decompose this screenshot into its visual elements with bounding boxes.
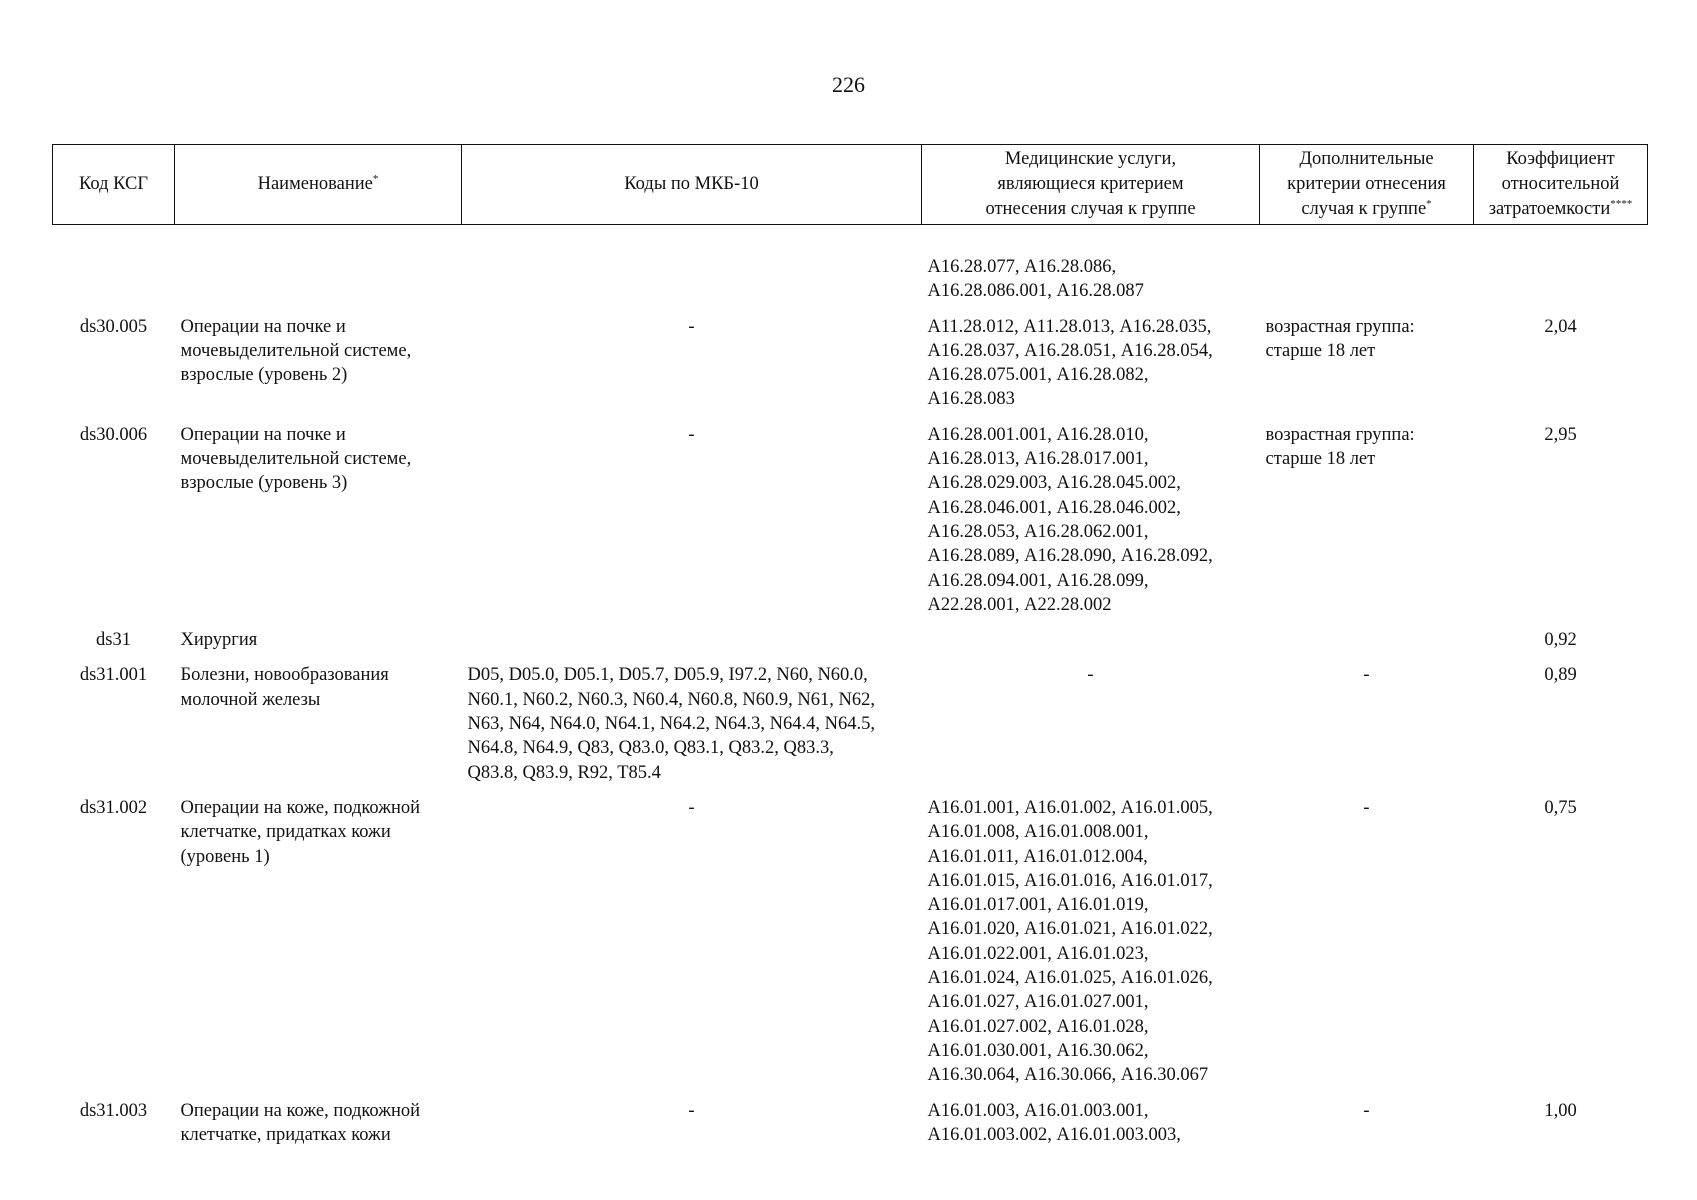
cell-services-line: А16.01.030.001, А16.30.062,: [927, 1040, 1149, 1061]
cell-name-line: молочной железы: [180, 689, 321, 710]
cell-additional: [1260, 628, 1474, 663]
cell-services-line: А16.01.003.002, А16.01.003.003,: [927, 1124, 1181, 1145]
cell-icd: [462, 225, 922, 315]
cell-additional-line: старше 18 лет: [1265, 340, 1376, 361]
cell-services-line: А16.01.022.001, А16.01.023,: [927, 943, 1149, 964]
cell-services-line: А16.01.011, А16.01.012.004,: [927, 846, 1148, 867]
cell-services-line: А16.01.015, А16.01.016, А16.01.017,: [927, 870, 1213, 891]
table-row: [53, 628, 1648, 663]
cell-services-line: А16.28.089, А16.28.090, А16.28.092,: [927, 546, 1213, 567]
cell-services-line: -: [1087, 665, 1094, 686]
table-header: [53, 145, 1648, 225]
cell-additional: [1260, 663, 1474, 795]
cell-additional-line: старше 18 лет: [1265, 449, 1376, 470]
cell-services: [922, 663, 1260, 795]
cell-code: ds31: [96, 630, 131, 651]
cell-icd-line: N60.1, N60.2, N60.3, N60.4, N60.8, N60.9, N61, N62,: [467, 689, 876, 710]
cell-services-line: А16.01.027.002, А16.01.028,: [927, 1016, 1149, 1037]
cell-icd: [462, 628, 922, 663]
header-coef: Коэффициент относительной затратоемкости****: [1474, 145, 1648, 225]
cell-services: [922, 628, 1260, 663]
cell-name: [175, 423, 462, 628]
cell-icd-line: N63, N64, N64.0, N64.1, N64.2, N64.3, N64.4, N64.5,: [467, 714, 876, 735]
cell-code: ds31.003: [79, 1100, 148, 1121]
header-code: Код КСГ: [53, 145, 175, 225]
cell-name: [175, 315, 462, 423]
footnote-mark: *: [372, 172, 379, 185]
cell-icd-line: -: [688, 424, 695, 445]
cell-name-line: мочевыделительной системе,: [180, 449, 412, 470]
cell-additional: [1260, 1099, 1474, 1159]
cell-services-line: А16.28.083: [927, 389, 1015, 410]
cell-icd-line: -: [688, 1100, 695, 1121]
header-services: Медицинские услуги, являющиеся критерием отнесения случая к группе: [922, 145, 1260, 225]
cell-icd-line: Q83.8, Q83.9, R92, T85.4: [467, 762, 661, 783]
cell-services: [922, 1099, 1260, 1159]
cell-coef: 0,89: [1544, 665, 1577, 686]
cell-additional: [1260, 225, 1474, 315]
cell-name: [175, 225, 462, 315]
cell-name-line: Операции на коже, подкожной: [180, 797, 421, 818]
header-row: [53, 145, 1648, 225]
cell-services: [922, 796, 1260, 1099]
cell-services-line: А16.28.037, А16.28.051, А16.28.054,: [927, 340, 1213, 361]
cell-services-line: А11.28.012, А11.28.013, А16.28.035,: [927, 316, 1212, 337]
cell-services-line: А16.01.003, А16.01.003.001,: [927, 1100, 1149, 1121]
cell-name-line: Операции на почке и: [180, 424, 346, 445]
cell-additional: [1260, 315, 1474, 423]
cell-additional: [1260, 423, 1474, 628]
page-number: 226: [832, 72, 865, 97]
cell-services-line: А16.01.020, А16.01.021, А16.01.022,: [927, 919, 1213, 940]
cell-additional-line: возрастная группа:: [1265, 424, 1415, 445]
cell-name-line: Операции на почке и: [180, 316, 346, 337]
cell-coef: [1474, 225, 1648, 315]
cell-additional: [1260, 796, 1474, 1099]
table-row: [53, 663, 1648, 795]
table-row: [53, 423, 1648, 628]
cell-services-line: А22.28.001, А22.28.002: [927, 594, 1112, 615]
cell-services-line: А16.30.064, А16.30.066, А16.30.067: [927, 1065, 1209, 1086]
cell-code: ds31.001: [79, 665, 148, 686]
cell-coef: 2,04: [1544, 316, 1577, 337]
cell-name: [175, 628, 462, 663]
cell-icd: [462, 663, 922, 795]
cell-code: ds31.002: [79, 797, 148, 818]
cell-coef: 2,95: [1544, 424, 1577, 445]
cell-services-line: А16.28.046.001, А16.28.046.002,: [927, 497, 1181, 518]
ksg-table: [52, 144, 1647, 1158]
cell-icd: [462, 315, 922, 423]
cell-code: [53, 225, 175, 315]
cell-code: ds30.006: [79, 424, 148, 445]
cell-name-line: взрослые (уровень 2): [180, 365, 348, 386]
cell-services-line: А16.01.024, А16.01.025, А16.01.026,: [927, 968, 1213, 989]
header-additional: Дополнительные критерии отнесения случая к группе*: [1260, 145, 1474, 225]
cell-name-line: взрослые (уровень 3): [180, 473, 348, 494]
cell-services-line: А16.28.001.001, А16.28.010,: [927, 424, 1149, 445]
cell-name-line: клетчатке, придатках кожи: [180, 822, 391, 843]
cell-name-line: мочевыделительной системе,: [180, 340, 412, 361]
cell-services-line: А16.28.077, А16.28.086,: [927, 257, 1117, 277]
header-name: Наименование*: [175, 145, 462, 225]
cell-additional-line: -: [1363, 665, 1370, 686]
cell-services: [922, 315, 1260, 423]
cell-name-line: (уровень 1): [180, 846, 270, 867]
cell-services-line: А16.28.094.001, А16.28.099,: [927, 570, 1149, 591]
cell-services: [922, 423, 1260, 628]
cell-additional-line: возрастная группа:: [1265, 316, 1415, 337]
cell-services-line: А16.01.001, А16.01.002, А16.01.005,: [927, 797, 1213, 818]
cell-icd-line: -: [688, 797, 695, 818]
cell-services-line: А16.01.017.001, А16.01.019,: [927, 895, 1149, 916]
cell-name-line: Хирургия: [180, 630, 258, 651]
cell-coef: 0,92: [1544, 630, 1577, 651]
cell-name-line: Операции на коже, подкожной: [180, 1100, 421, 1121]
cell-name: [175, 663, 462, 795]
cell-icd-line: D05, D05.0, D05.1, D05.7, D05.9, I97.2, N60, N60.0,: [467, 665, 868, 686]
cell-name-line: Болезни, новообразования: [180, 665, 389, 686]
cell-name-line: клетчатке, придатках кожи: [180, 1124, 391, 1145]
cell-icd: [462, 1099, 922, 1159]
cell-additional-line: -: [1363, 1100, 1370, 1121]
cell-name: [175, 1099, 462, 1159]
table-row: [53, 225, 1648, 315]
ksg-table-grid: [52, 144, 1648, 1158]
cell-coef: 0,75: [1544, 797, 1577, 818]
cell-services-line: А16.01.008, А16.01.008.001,: [927, 822, 1149, 843]
cell-name: [175, 796, 462, 1099]
cell-icd: [462, 796, 922, 1099]
table-row: [53, 796, 1648, 1099]
table-row: [53, 315, 1648, 423]
footnote-mark: ****: [1610, 197, 1633, 210]
cell-services: [922, 225, 1260, 315]
cell-services-line: А16.28.029.003, А16.28.045.002,: [927, 473, 1181, 494]
table-row: [53, 1099, 1648, 1159]
footnote-mark: *: [1426, 197, 1432, 210]
cell-icd-line: N64.8, N64.9, Q83, Q83.0, Q83.1, Q83.2, Q83.3,: [467, 738, 834, 759]
cell-services-line: А16.01.027, А16.01.027.001,: [927, 992, 1149, 1013]
cell-additional-line: -: [1363, 797, 1370, 818]
header-icd: Коды по МКБ-10: [462, 145, 922, 225]
cell-services-line: А16.28.013, А16.28.017.001,: [927, 449, 1149, 470]
cell-icd-line: -: [688, 316, 695, 337]
cell-services-line: А16.28.075.001, А16.28.082,: [927, 365, 1149, 386]
cell-services-line: А16.28.086.001, А16.28.087: [927, 281, 1144, 302]
table-body: [53, 225, 1648, 1159]
cell-coef: 1,00: [1544, 1100, 1577, 1121]
cell-icd: [462, 423, 922, 628]
cell-code: ds30.005: [79, 316, 148, 337]
cell-services-line: А16.28.053, А16.28.062.001,: [927, 521, 1149, 542]
